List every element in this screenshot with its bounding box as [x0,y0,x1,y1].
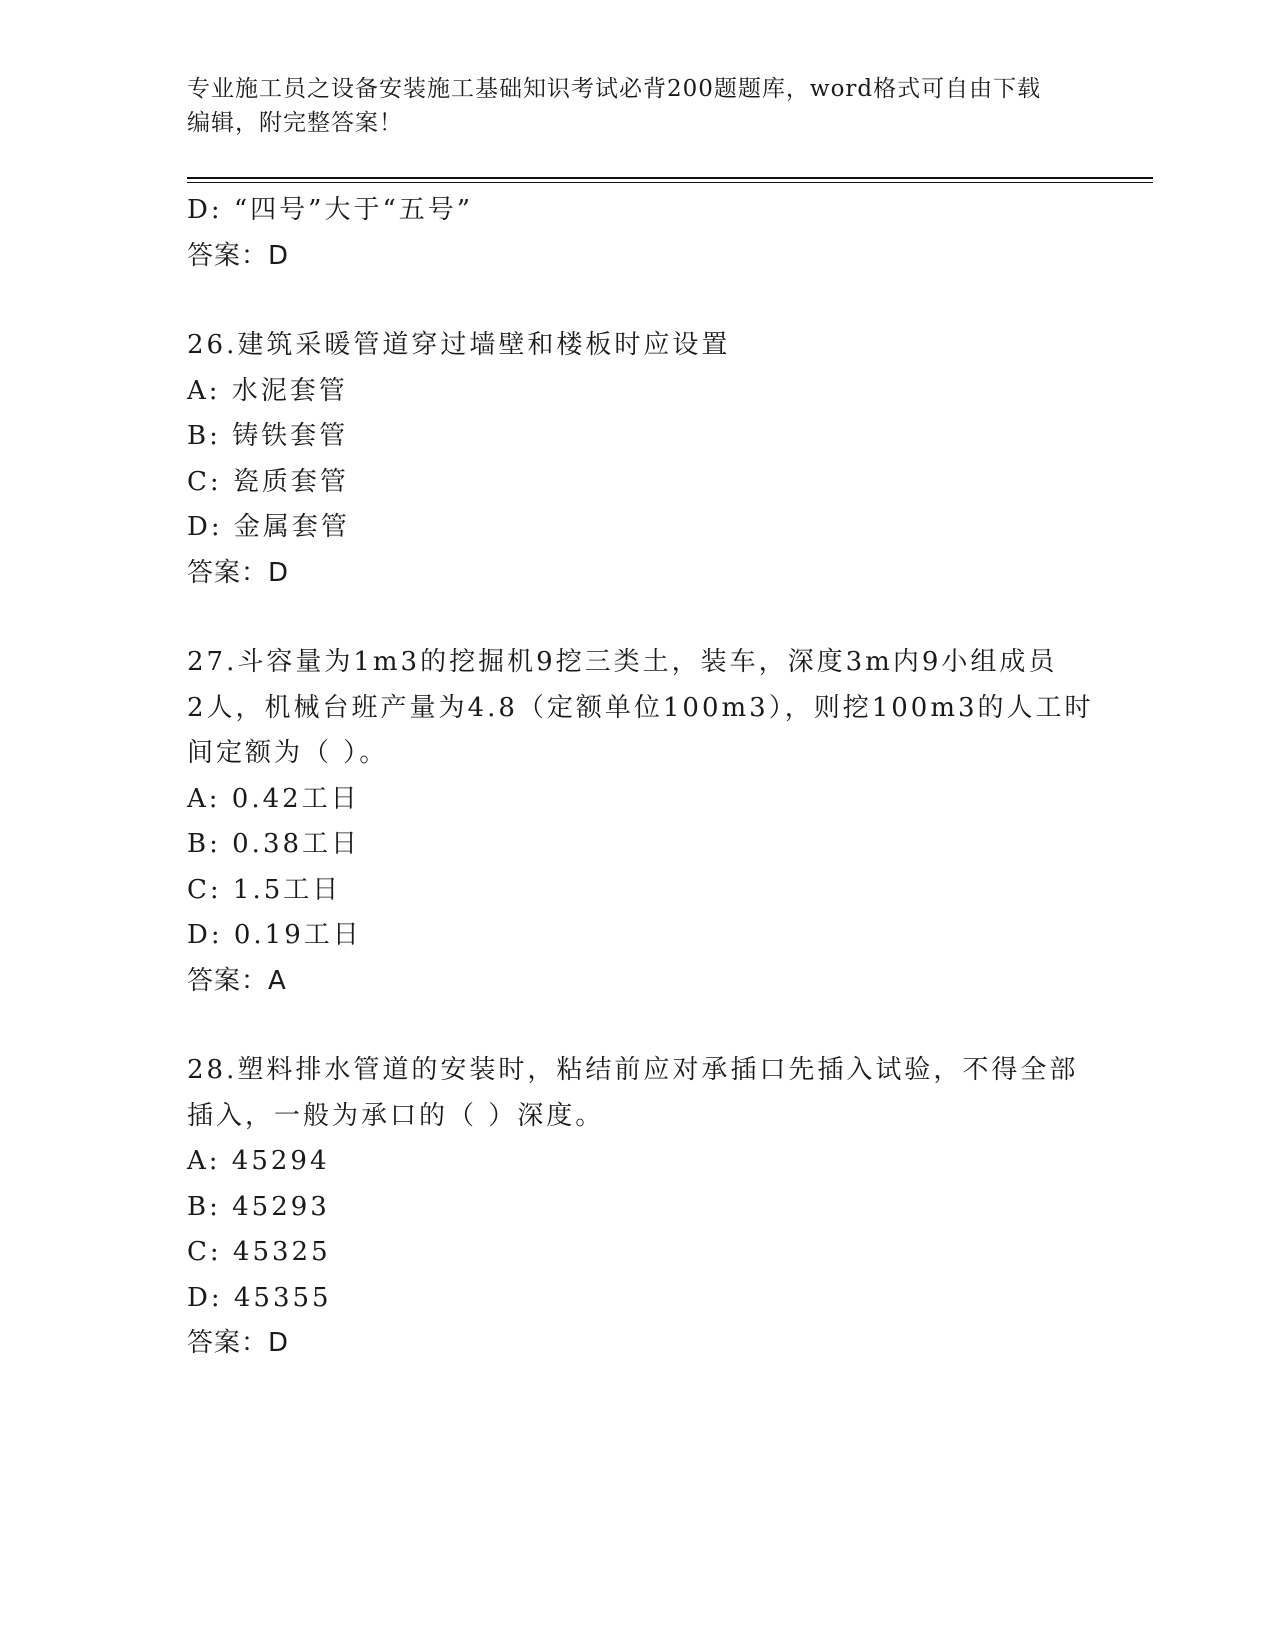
document-header [187,72,1067,140]
option-c: C: 45325 [187,1237,331,1267]
question-stem-line-1: 28.塑料排水管道的安装时，粘结前应对承插口先插入试验，不得全部 [187,1055,1079,1085]
header-line-2: 编辑，附完整答案！ [187,110,403,136]
option-a: A: 0.42工日 [187,783,360,814]
header-divider-thick [187,177,1153,179]
option-a: A: 45294 [187,1146,330,1176]
answer-line: 答案：D [187,240,290,271]
header-divider-thin [187,182,1153,183]
answer-line: 答案：A [187,965,287,996]
option-d: D: “四号”大于“五号” [187,195,474,225]
question-stem-line-3: 间定额为（ ）。 [187,738,389,768]
question-26 [187,323,1087,596]
answer-line: 答案：D [187,557,290,588]
question-stem: 26.建筑采暖管道穿过墙壁和楼板时应设置 [187,330,731,360]
option-d: D: 金属套管 [187,512,350,542]
option-b: B: 45293 [187,1191,330,1222]
question-list [187,188,1094,1367]
option-d: D: 45355 [187,1282,332,1313]
option-c: C: 1.5工日 [187,874,342,905]
question-stem-line-2: 2人，机械台班产量为4.8（定额单位100m3），则挖100m3的人工时 [187,692,1094,723]
header-line-1: 专业施工员之设备安装施工基础知识考试必背200题题库，word格式可自由下载 [187,76,1042,102]
option-b: B: 铸铁套管 [187,421,349,451]
option-d: D: 0.19工日 [187,920,362,950]
option-a: A: 水泥套管 [187,375,348,406]
question-25-tail [187,188,1087,279]
option-b: B: 0.38工日 [187,829,361,859]
question-stem-line-2: 插入，一般为承口的（ ）深度。 [187,1100,605,1131]
question-stem-line-1: 27.斗容量为1m3的挖掘机9挖三类土，装车，深度3m内9小组成员 [187,647,1058,677]
answer-line: 答案：D [187,1328,290,1358]
question-27 [187,640,1094,1004]
option-c: C: 瓷质套管 [187,466,349,497]
question-28 [187,1048,1087,1367]
